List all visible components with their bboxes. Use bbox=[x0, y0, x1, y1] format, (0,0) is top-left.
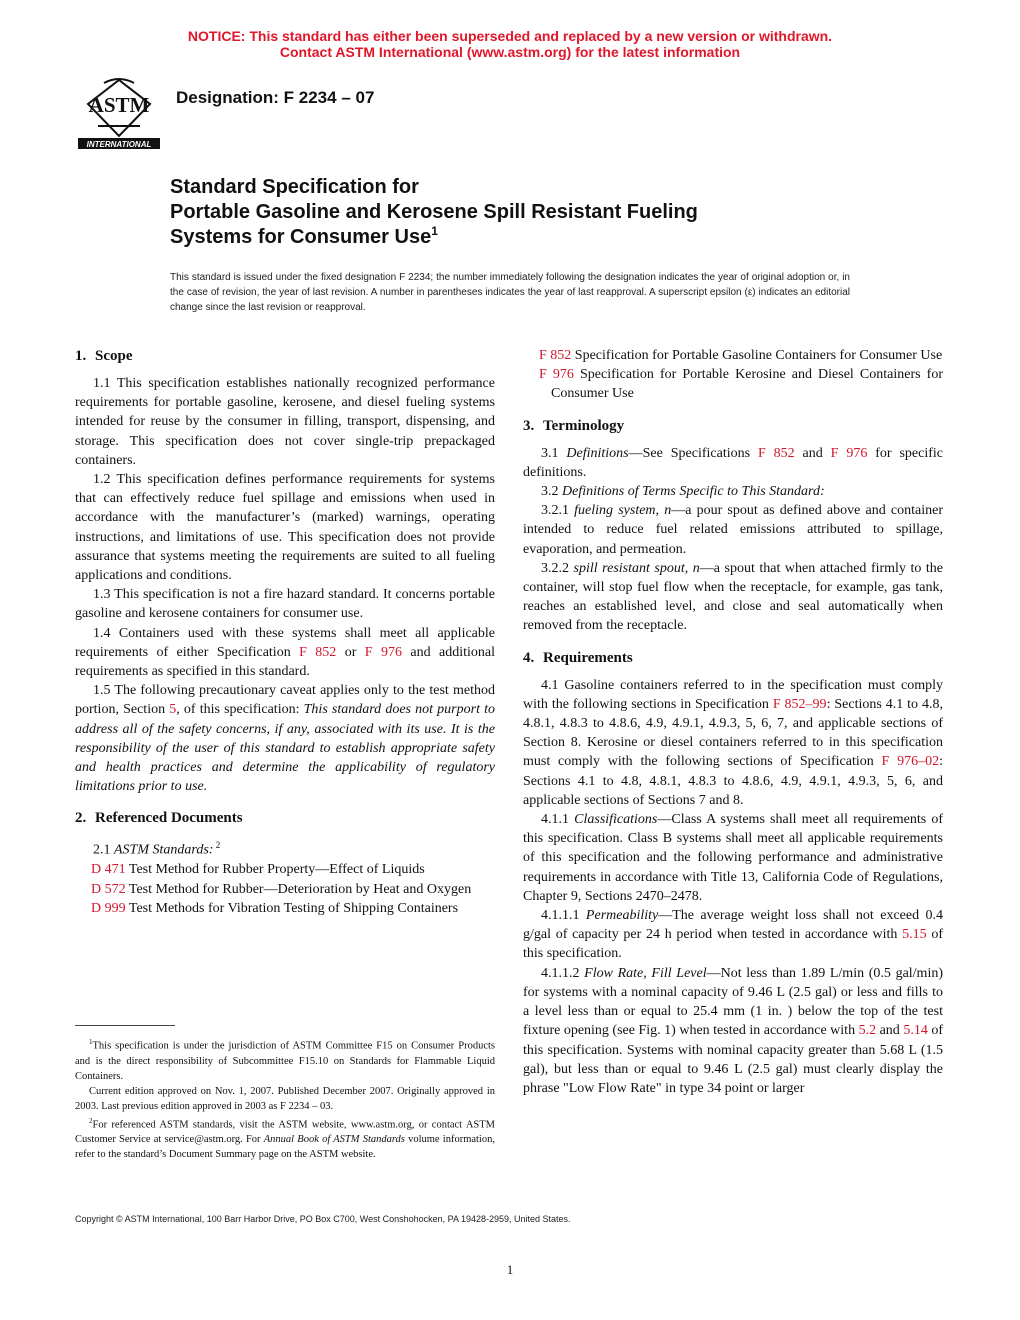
ref-d471: D 471 Test Method for Rubber Property—Effect of Liquids bbox=[91, 862, 425, 878]
link-ref-f976[interactable]: F 976 bbox=[539, 367, 574, 383]
paragraph-4-1: 4.1 Gasoline containers referred to in the specification must comply with the following sections in Specification F 852–99: Sections 4.1 to 4.8, 4.8.1, 4.8.3 to 4.8.6, 4.9, 4.9.1, 4.9.3, 5, 6, 7, and applicable sections of Section 8. Kerosine or diesel containers referred to in this specification must comply with the following sections of Specification F 976–02: Sections 4.1 to 4.8, 4.8.1, 4.8.3 to 4.8.6, 4.9, 4.9.1, 4.9.3, 5, 6, and applicable sections of Sections 7 and 8. bbox=[523, 677, 943, 808]
paragraph-3-2: 3.2 Definitions of Terms Specific to This Standard: bbox=[541, 484, 825, 500]
page-number: 1 bbox=[506, 1262, 514, 1277]
paragraph-3-2-1: 3.2.1 fueling system, n—a pour spout as defined above and container intended to reduce fuel related emissions attributed to spillage, evaporation, and permeation. bbox=[523, 503, 943, 557]
link-5-2[interactable]: 5.2 bbox=[858, 1023, 877, 1039]
footnote-divider bbox=[75, 1025, 175, 1026]
link-5-14[interactable]: 5.14 bbox=[903, 1023, 928, 1039]
paragraph-1-3: 1.3 This specification is not a fire hazard standard. It concerns portable gasoline and kerosene containers for consumer use. bbox=[75, 587, 495, 622]
paragraph-4-1-1: 4.1.1 Classifications—Class A systems shall meet all requirements of this specification. Class B systems shall meet all applicable requirements of this specification and the following performance and administrative requirements in accordance with Title 13, California Code of Regulations, Chapter 9, Sections 2470–2478. bbox=[523, 812, 943, 904]
footnote-1b: Current edition approved on Nov. 1, 2007. Published December 2007. Originally approved in 2003. Last previous edition approved in 2003 as F 2234 – 03. bbox=[75, 1085, 495, 1112]
notice-line-1: NOTICE: This standard has either been superseded and replaced by a new version or withdrawn. bbox=[187, 28, 833, 44]
logo-subtitle: INTERNATIONAL bbox=[86, 140, 152, 149]
footnote-2: $^2$For referenced ASTM standards, visit the ASTM website, www.astm.org, or contact ASTM Customer Service at service@astm.org. For Annual Book of ASTM Standards volume information, refer to the standard’s Document Summary page on the ASTM website. bbox=[75, 1116, 495, 1160]
ref-d999: D 999 Test Methods for Vibration Testing of Shipping Containers bbox=[91, 900, 459, 916]
title-line-3: Systems for Consumer Use$^1$ bbox=[170, 224, 438, 248]
ref-f852: F 852 Specification for Portable Gasoline Containers for Consumer Use bbox=[539, 348, 943, 363]
logo-wordmark: ASTM bbox=[88, 93, 150, 117]
copyright-line: Copyright © ASTM International, 100 Barr Harbor Drive, PO Box C700, West Conshohocken, PA 19428-2959, United States. bbox=[75, 1214, 571, 1224]
link-term-f976[interactable]: F 976 bbox=[830, 445, 868, 461]
link-term-f852[interactable]: F 852 bbox=[757, 445, 795, 461]
paragraph-4-1-1-1: 4.1.1.1 Permeability—The average weight loss shall not exceed 0.4 g/gal of capacity per 24 h period when tested in accordance with 5.15 of this specification. bbox=[523, 908, 944, 962]
link-d471[interactable]: D 471 bbox=[91, 862, 126, 878]
section-refdocs-heading: 2. Referenced Documents bbox=[75, 810, 243, 827]
ref-f976: F 976 Specification for Portable Kerosine and Diesel Containers for Consumer Use bbox=[539, 367, 943, 402]
right-column bbox=[523, 346, 943, 1098]
astm-logo bbox=[76, 74, 162, 154]
paragraph-3-1: 3.1 Definitions—See Specifications F 852 and F 976 for specific definitions. bbox=[523, 445, 944, 480]
notice-line-2: Contact ASTM International (www.astm.org) for the latest information bbox=[279, 44, 741, 60]
title-line-1: Standard Specification for bbox=[170, 176, 419, 198]
footnote-1: $^1$This specification is under the jurisdiction of ASTM Committee F15 on Consumer Products and is the direct responsibility of Subcommittee F15.10 on Standards for Flammable Liquid Containers. bbox=[75, 1038, 495, 1082]
footnotes bbox=[75, 1035, 495, 1162]
section-requirements-heading: 4. Requirements bbox=[523, 649, 633, 666]
issuance-note: This standard is issued under the fixed designation F 2234; the number immediately following the designation indicates the year of original adoption or, in the case of revision, the year of last revision. A number in parentheses indicates the year of last reapproval. A superscript epsilon (ε) indicates an editorial change since the last revision or reapproval. bbox=[170, 272, 850, 313]
link-d999[interactable]: D 999 bbox=[91, 900, 126, 916]
link-f976[interactable]: F 976 bbox=[364, 644, 402, 660]
paragraph-1-4: 1.4 Containers used with these systems shall meet all applicable requirements of either Specification F 852 or F 976 and additional requirements as specified in this standard. bbox=[75, 625, 496, 680]
section-scope-heading: 1. Scope bbox=[75, 348, 133, 364]
link-d572[interactable]: D 572 bbox=[91, 881, 126, 897]
title-footnote-marker: 1 bbox=[431, 224, 438, 238]
paragraph-1-5: 1.5 The following precautionary caveat applies only to the test method portion, Section 5, of this specification: This standard does not purport to address all of the safety concerns, if any, associated with its use. It is the responsibility of the user of this standard to establish appropriate safety and health practices and determine the applicability of regulatory limitations prior to use. bbox=[75, 683, 495, 795]
paragraph-2-1: 2.1 ASTM Standards: $^2$ bbox=[93, 840, 221, 859]
paragraph-1-1: 1.1 This specification establishes nationally recognized performance requirements for portable gasoline, kerosene, and diesel fueling systems intended for reuse by the consumer in filling, transport, dispensing, and storage. This specification does not cover single-trip prepackaged containers. bbox=[75, 376, 495, 468]
paragraph-3-2-2: 3.2.2 spill resistant spout, n—a spout that when attached firmly to the container, will stop fuel flow when the receptacle, for example, gas tank, reaches an established level, and close and seal automatically when removed from the receptacle. bbox=[523, 560, 943, 634]
paragraph-4-1-1-2: 4.1.1.2 Flow Rate, Fill Level—Not less than 1.89 L/min (0.5 gal/min) for systems with a nominal capacity of 9.46 L (2.5 gal) or less and fills to a level less than or equal to 25.4 mm (1 in. ) below the top of the test fixture opening (see Fig. 1) when tested in accordance with 5.2 and 5.14 of this specification. Systems with nominal capacity greater than 5.68 L (1.5 gal), but less than or equal to 9.46 L (2.5 gal) must clearly display the phrase "Low Flow Rate" in type 34 point or larger bbox=[523, 965, 944, 1096]
ref-d572: D 572 Test Method for Rubber—Deterioration by Heat and Oxygen bbox=[91, 881, 472, 897]
link-5-15[interactable]: 5.15 bbox=[902, 927, 927, 943]
link-section-5[interactable]: 5 bbox=[169, 702, 177, 718]
paragraph-1-2: 1.2 This specification defines performance requirements for systems that can effectively reduce fuel spillage and emissions when used in accordance with the manufacturer’s (marked) warnings, operating instructions, and limitations of use. This specification does not provide assurance that systems meeting the requirements are suited to all fueling applications and conditions. bbox=[75, 472, 495, 584]
link-f852-99[interactable]: F 852–99 bbox=[772, 696, 827, 712]
supersession-notice bbox=[0, 28, 1020, 60]
section-terminology-heading: 3. Terminology bbox=[523, 417, 625, 434]
designation: Designation: F 2234 – 07 bbox=[176, 88, 375, 107]
link-f976-02[interactable]: F 976–02 bbox=[881, 754, 940, 770]
title-line-2: Portable Gasoline and Kerosene Spill Resistant Fueling bbox=[170, 201, 698, 223]
link-f852[interactable]: F 852 bbox=[299, 644, 337, 660]
link-ref-f852[interactable]: F 852 bbox=[539, 348, 572, 363]
left-column bbox=[75, 346, 495, 918]
document-title bbox=[170, 175, 870, 250]
